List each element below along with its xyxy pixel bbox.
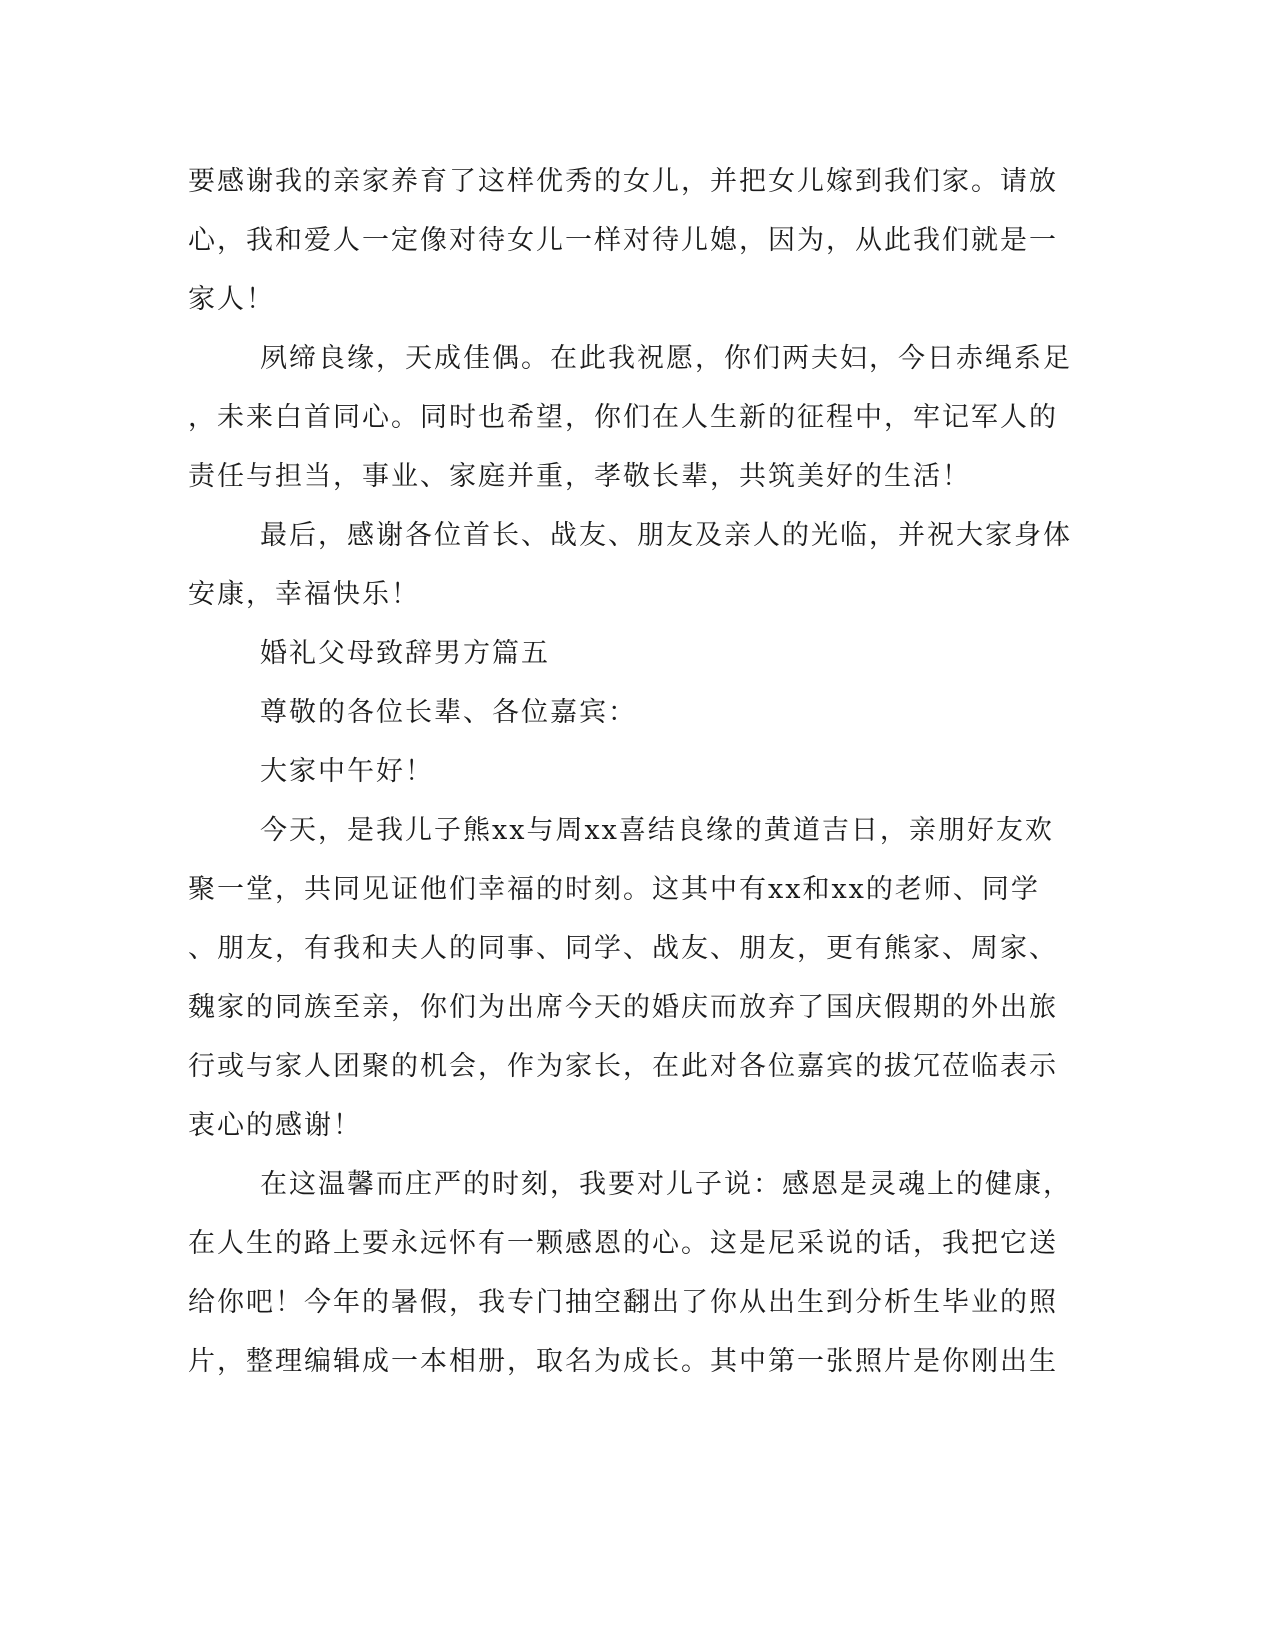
text-line-8: 安康，幸福快乐！ <box>188 579 420 610</box>
salutation: 尊敬的各位长辈、各位嘉宾： <box>260 697 637 728</box>
text-line-6: 责任与担当，事业、家庭并重，孝敬长辈，共筑美好的生活！ <box>188 461 971 492</box>
text-line-5: ，未来白首同心。同时也希望，你们在人生新的征程中，牢记军人的 <box>188 402 1058 433</box>
text-line-19: 在人生的路上要永远怀有一颗感恩的心。这是尼采说的话，我把它送 <box>188 1228 1058 1259</box>
text-line-16: 行或与家人团聚的机会，作为家长，在此对各位嘉宾的拔冗莅临表示 <box>188 1051 1058 1082</box>
text-line-4: 夙缔良缘，天成佳偶。在此我祝愿，你们两夫妇，今日赤绳系足 <box>260 343 1072 374</box>
text-line-17: 衷心的感谢！ <box>188 1110 362 1141</box>
text-line-2: 心，我和爱人一定像对待女儿一样对待儿媳，因为，从此我们就是一 <box>188 225 1058 256</box>
text-line-7: 最后，感谢各位首长、战友、朋友及亲人的光临，并祝大家身体 <box>260 520 1072 551</box>
text-line-12: 今天，是我儿子熊xx与周xx喜结良缘的黄道吉日，亲朋好友欢 <box>260 815 1054 846</box>
section-heading: 婚礼父母致辞男方篇五 <box>260 638 550 669</box>
greeting: 大家中午好！ <box>260 756 434 787</box>
text-line-15: 魏家的同族至亲，你们为出席今天的婚庆而放弃了国庆假期的外出旅 <box>188 992 1058 1023</box>
text-line-3: 家人！ <box>188 284 275 315</box>
text-line-18: 在这温馨而庄严的时刻，我要对儿子说：感恩是灵魂上的健康， <box>260 1169 1072 1200</box>
text-line-1: 要感谢我的亲家养育了这样优秀的女儿，并把女儿嫁到我们家。请放 <box>188 166 1058 197</box>
text-line-14: 、朋友，有我和夫人的同事、同学、战友、朋友，更有熊家、周家、 <box>188 933 1058 964</box>
text-line-21: 片，整理编辑成一本相册，取名为成长。其中第一张照片是你刚出生 <box>188 1346 1058 1377</box>
text-line-13: 聚一堂，共同见证他们幸福的时刻。这其中有xx和xx的老师、同学 <box>188 874 1040 905</box>
text-line-20: 给你吧！今年的暑假，我专门抽空翻出了你从出生到分析生毕业的照 <box>188 1287 1058 1318</box>
